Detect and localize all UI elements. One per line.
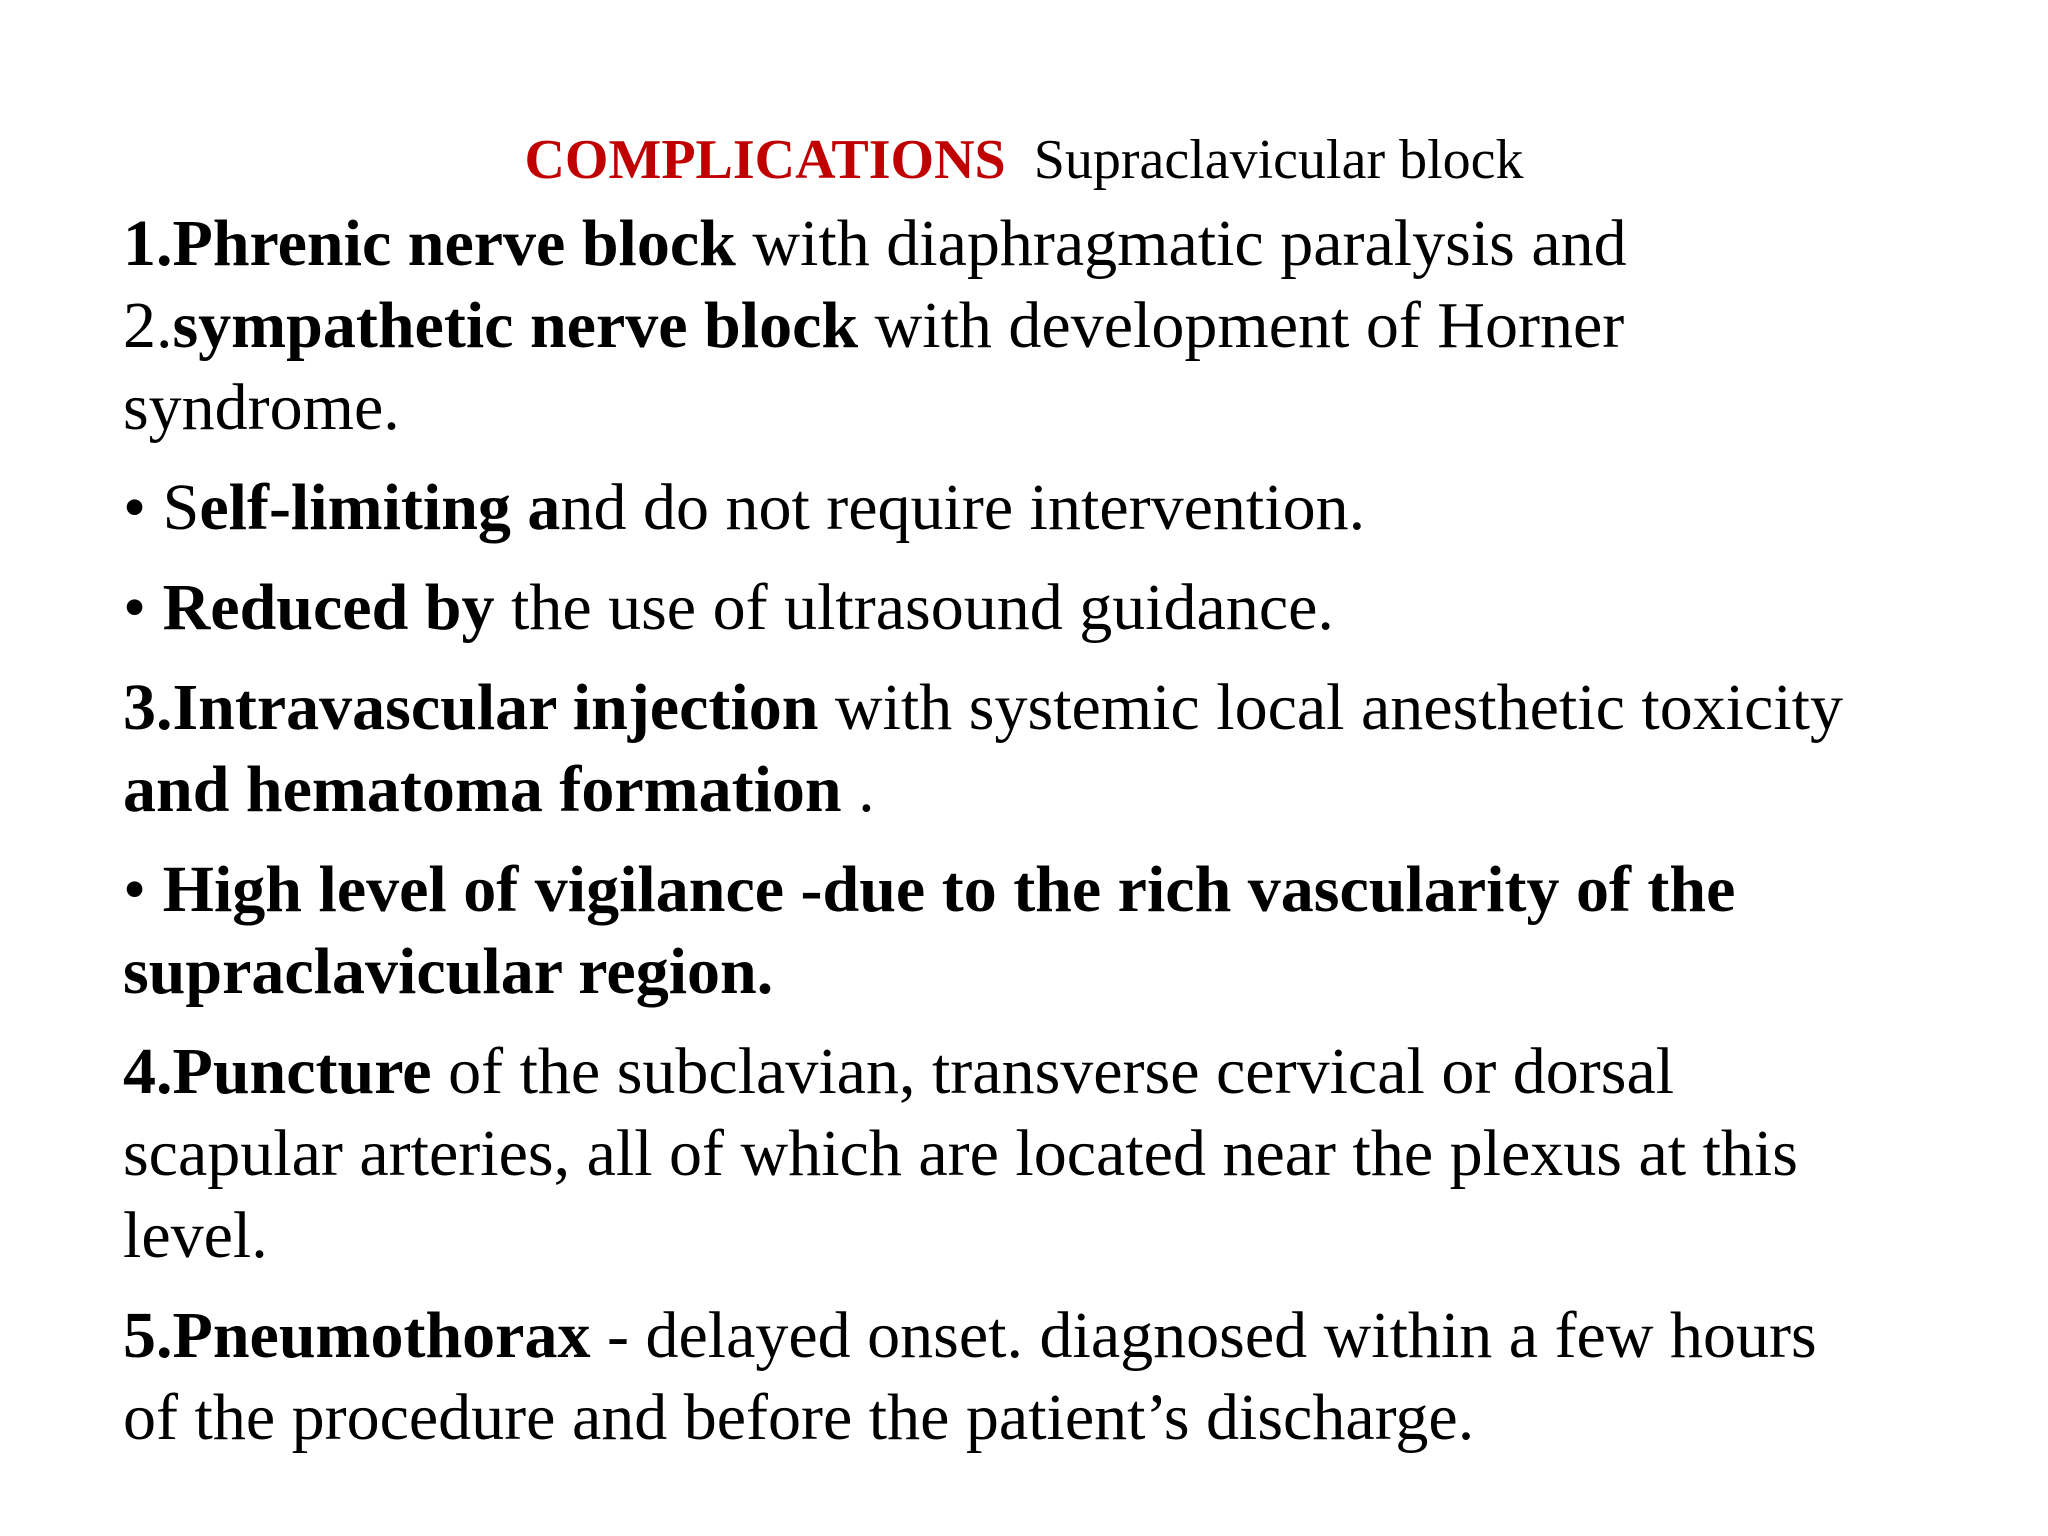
item-1-text: with diaphragmatic paralysis and — [735, 207, 1627, 280]
bullet-1-s: S — [162, 471, 200, 544]
item-4-text-line1: of the subclavian, transverse cervical or dorsal — [431, 1035, 1675, 1108]
slide-title — [0, 125, 2048, 195]
bullet-3-bold-line1: High level of vigilance -due to the rich vascularity of the — [162, 853, 1736, 926]
list-item-4 — [123, 1031, 2003, 1277]
list-item-5 — [123, 1295, 2003, 1459]
bullet-3-marker: • — [123, 853, 163, 926]
item-2-bold: sympathetic nerve block — [172, 289, 859, 362]
bullet-1-bold: elf-limiting a — [199, 471, 561, 544]
item-1-bold: 1.Phrenic nerve block — [123, 207, 736, 280]
title-heading: COMPLICATIONS — [524, 129, 1006, 191]
bullet-2-marker: • — [123, 571, 163, 644]
item-4-bold: 4.Puncture — [123, 1035, 432, 1108]
list-item-3 — [123, 667, 2003, 831]
item-5-text-line2: of the procedure and before the patient’s discharge. — [123, 1381, 1475, 1454]
item-3-text: with systemic local anesthetic toxicity — [818, 671, 1844, 744]
item-4-text-line2: scapular arteries, all of which are located near the plexus at this — [123, 1117, 1798, 1190]
item-5-text-line1: - delayed onset. diagnosed within a few hours — [590, 1299, 1817, 1372]
slide-body — [123, 203, 2003, 1459]
list-item-1 — [123, 203, 2003, 285]
bullet-2-text: the use of ultrasound guidance. — [494, 571, 1334, 644]
title-subheading: Supraclavicular block — [1033, 129, 1524, 191]
item-3-text-2: . — [841, 753, 875, 826]
bullet-item-1 — [123, 467, 2003, 549]
bullet-1-text: nd do not require intervention. — [560, 471, 1366, 544]
item-2-text-line1: with development of Horner — [858, 289, 1625, 362]
bullet-item-3 — [123, 849, 2003, 1013]
bullet-1-marker: • — [123, 471, 163, 544]
item-4-text-line3: level. — [123, 1199, 268, 1272]
item-5-bold: 5.Pneumothorax — [123, 1299, 591, 1372]
item-2-text-line2: syndrome. — [123, 371, 400, 444]
item-3-bold-2: and hematoma formation — [123, 753, 842, 826]
bullet-3-bold-line2: supraclavicular region. — [123, 935, 774, 1008]
bullet-item-2 — [123, 567, 2003, 649]
list-item-2 — [123, 285, 2003, 449]
item-2-prefix: 2. — [123, 289, 173, 362]
bullet-2-bold: Reduced by — [162, 571, 495, 644]
item-3-bold: 3.Intravascular injection — [123, 671, 819, 744]
